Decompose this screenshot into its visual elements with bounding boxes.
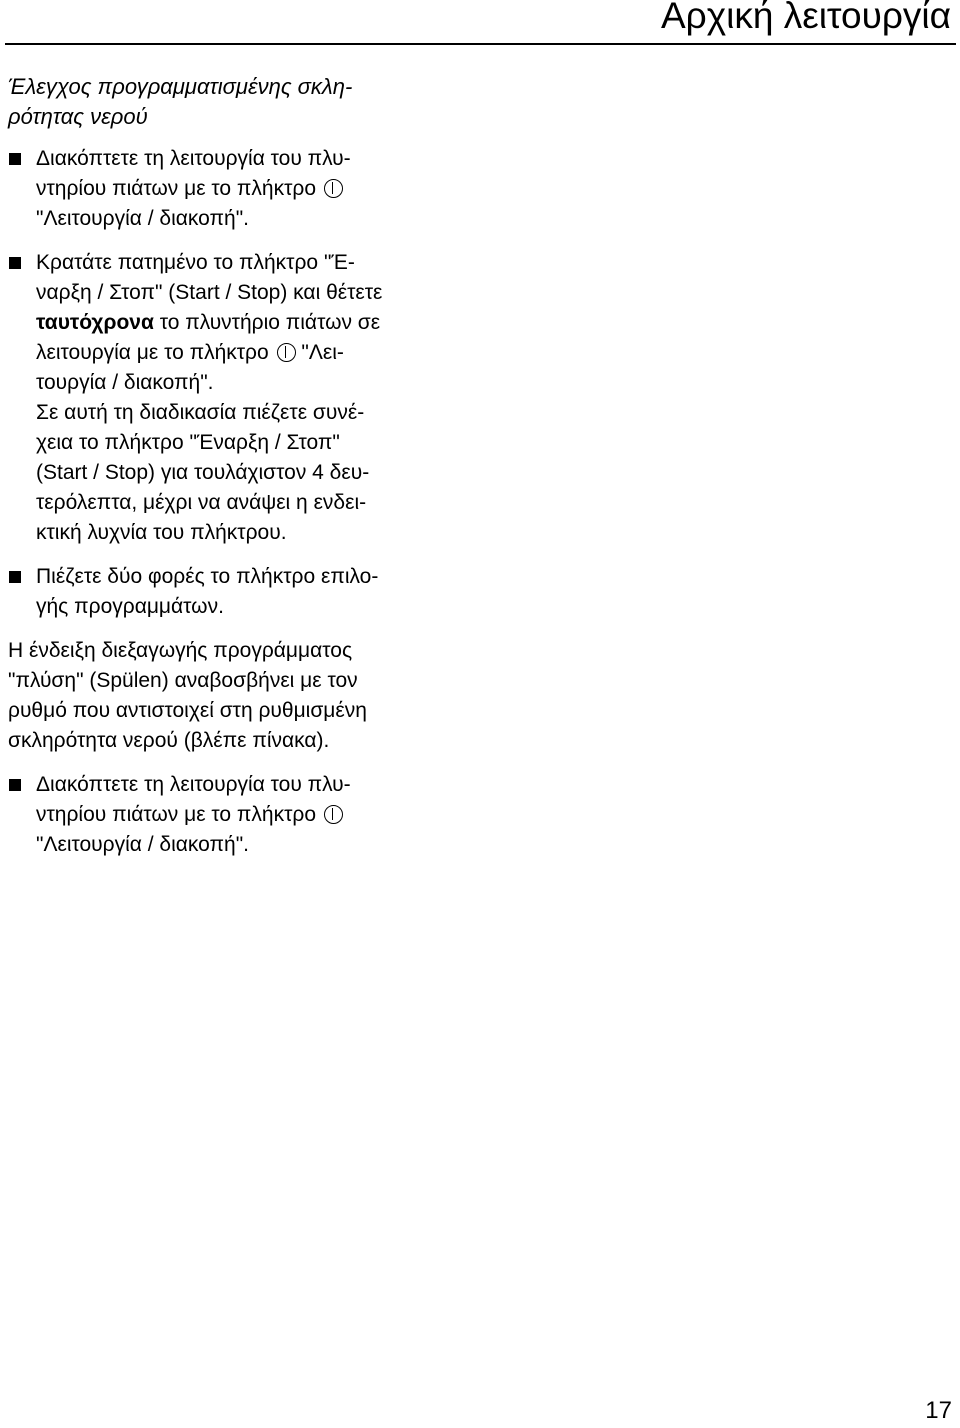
power-button-icon <box>324 179 343 198</box>
step-text: "Λει- <box>301 341 344 364</box>
step-item <box>8 144 458 234</box>
section-title-line: ρότητας νερού <box>8 104 148 129</box>
step-item <box>8 248 458 548</box>
bullet-square-icon <box>9 153 21 165</box>
step-text-line: Σε αυτή τη διαδικασία πιέζετε συνέ- <box>36 401 365 424</box>
step-text-line: "Λειτουργία / διακοπή". <box>36 833 250 856</box>
bullet-square-icon <box>9 779 21 791</box>
step-item <box>8 770 458 860</box>
step-text-line <box>36 338 458 368</box>
step-text-line: τερόλεπτα, μέχρι να ανάψει η ενδει- <box>36 491 367 514</box>
step-text-line <box>36 800 458 830</box>
step-text-line: γής προγραμμάτων. <box>36 595 224 618</box>
step-text-line <box>36 308 458 338</box>
step-text: το πλυντήριο πιάτων σε <box>153 311 381 334</box>
header-divider <box>5 43 956 45</box>
step-text: λειτουργία με το πλήκτρο <box>36 341 269 364</box>
emphasis-text: ταυτόχρονα <box>36 311 154 334</box>
bullet-square-icon <box>9 257 21 269</box>
step-text-line: (Start / Stop) για τουλάχιστον 4 δευ- <box>36 461 370 484</box>
step-item <box>8 562 458 622</box>
step-text-line: τουργία / διακοπή". <box>36 371 214 394</box>
step-text-line: "Λειτουργία / διακοπή". <box>36 207 250 230</box>
step-text-line: Πιέζετε δύο φορές το πλήκτρο επιλο- <box>36 565 379 588</box>
note-text-line: "πλύση" (Spülen) αναβοσβήνει με τον <box>8 669 358 692</box>
content-column <box>8 72 458 874</box>
section-title-line: Έλεγχος προγραμματισμένης σκλη- <box>8 74 353 99</box>
note-paragraph <box>8 636 458 756</box>
power-button-icon <box>324 805 343 824</box>
note-text-line: Η ένδειξη διεξαγωγής προγράμματος <box>8 639 353 662</box>
step-text: ντηρίου πιάτων με το πλήκτρο <box>36 177 317 200</box>
step-text-line: Διακόπτετε τη λειτουργία του πλυ- <box>36 147 351 170</box>
note-text-line: ρυθμό που αντιστοιχεί στη ρυθμισμένη <box>8 699 367 722</box>
step-text-line: κτική λυχνία του πλήκτρου. <box>36 521 287 544</box>
power-button-icon <box>277 343 296 362</box>
page-number: 17 <box>925 1397 952 1425</box>
section-title <box>8 72 458 132</box>
step-text-line: ναρξη / Στοπ" (Start / Stop) και θέτετε <box>36 281 383 304</box>
page-header-title: Αρχική λειτουργία <box>660 0 951 36</box>
step-text-line: Διακόπτετε τη λειτουργία του πλυ- <box>36 773 351 796</box>
step-text-line: χεια το πλήκτρο "Έναρξη / Στοπ" <box>36 431 340 454</box>
bullet-square-icon <box>9 571 21 583</box>
step-text-line <box>36 174 458 204</box>
step-text: ντηρίου πιάτων με το πλήκτρο <box>36 803 317 826</box>
step-text-line: Κρατάτε πατημένο το πλήκτρο "Έ- <box>36 251 355 274</box>
note-text-line: σκληρότητα νερού (βλέπε πίνακα). <box>8 729 330 752</box>
